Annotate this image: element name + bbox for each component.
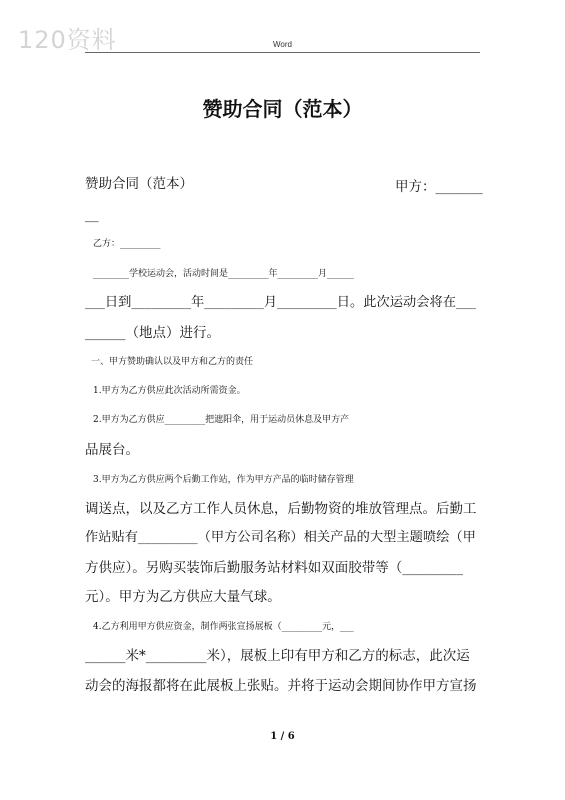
header-rule — [85, 52, 480, 53]
header-label: Word — [273, 40, 292, 49]
clause-1: 1.甲方为乙方供应此次活动所需资金。 — [93, 386, 246, 396]
clause-2: 2.甲方为乙方供应_________把遮阳伞，用于运动员休息及甲方产 — [93, 415, 350, 425]
party-a-line: 甲方：_______ — [395, 179, 483, 195]
clause-4: 4.乙方利用甲方供应资金，制作两张宣扬展板（_________元，___ — [93, 622, 354, 632]
party-b-line: 乙方：_________ — [93, 239, 161, 249]
clause-3-continuation: 作站贴有_________（甲方公司名称）相关产品的大型主题喷绘（甲 — [85, 530, 476, 545]
body-line: ___日到_________年_________月_________日。此次运动会将在___ — [85, 295, 476, 310]
section-heading: 一、甲方赞助确认以及甲方和乙方的责任 — [91, 357, 254, 367]
clause-3-continuation: 元）。甲方为乙方供应大量气球。 — [85, 589, 281, 605]
watermark: 120资料 — [18, 26, 117, 54]
body-line: ________学校运动会，活动时间是_________年_________月______ — [93, 269, 355, 279]
clause-3-continuation: 调送点，以及乙方工作人员休息，后勤物资的堆放管理点。后勤工 — [85, 501, 477, 517]
document-title: 赞助合同（范本） — [202, 97, 363, 121]
clause-4-continuation: 动会的海报都将在此展板上张贴。并将于运动会期间协作甲方宣扬 — [85, 678, 477, 694]
body-line: ______（地点）进行。 — [85, 325, 220, 341]
clause-3-continuation: 方供应）。另购买装饰后勤服务站材料如双面胶带等（_________ — [85, 560, 463, 576]
clause-3: 3.甲方为乙方供应两个后勤工作站，作为甲方产品的临时储存管理 — [93, 475, 354, 485]
clause-4-continuation: ______米*_________米），展板上印有甲方和乙方的标志，此次运 — [85, 648, 470, 664]
party-a-continuation: __ — [85, 207, 99, 223]
contract-name-line: 赞助合同（范本） — [85, 176, 193, 192]
page-number: 1 / 6 — [270, 731, 295, 742]
clause-2-continuation: 品展台。 — [85, 442, 139, 458]
